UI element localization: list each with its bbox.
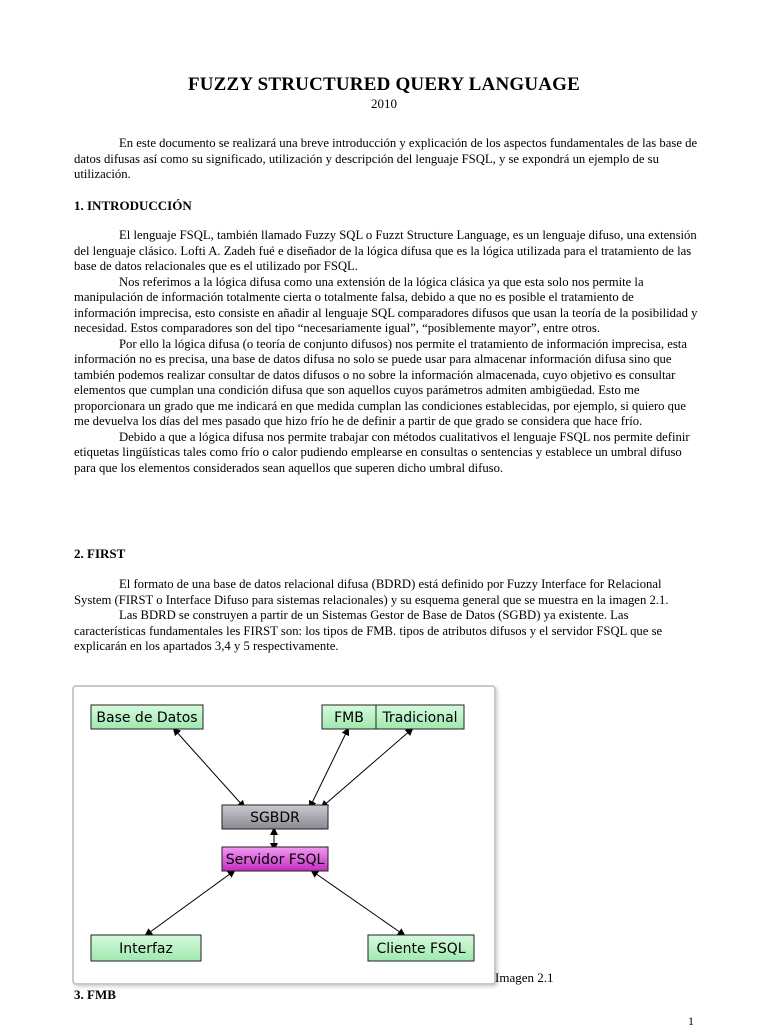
- edge-tradicional-sgbdr: [322, 729, 412, 807]
- node-interfaz-label: Interfaz: [119, 941, 173, 957]
- intro-text: En este documento se realizará una breve introducción y explicación de los aspectos fundamentales de las base de datos difusas así como su significado, utilización y descripción del lenguaje FSQL, y se expondrá un ejemplo de su utilización.: [74, 136, 698, 181]
- paragraph: El lenguaje FSQL, también llamado Fuzzy SQL o Fuzzt Structure Language, es un lenguaje difuso, una extensión del lenguaje clásico. Lofti A. Zadeh fué e diseñador de la lógica difusa que es la lógica utilizada para el tratamiento de las base de datos relacionales que es el utilizado por FSQL.: [74, 228, 697, 273]
- node-base-datos: [91, 705, 203, 729]
- node-sgbdr-label: SGBDR: [250, 810, 300, 826]
- node-servidor-fsql-label: Servidor FSQL: [225, 852, 325, 868]
- node-fmb-label: FMB: [334, 710, 364, 726]
- node-fmb: [322, 705, 376, 729]
- section-first-body: [74, 577, 698, 655]
- edge-servidor-interfaz: [146, 871, 234, 935]
- paragraph: Por ello la lógica difusa (o teoría de conjunto difusos) nos permite el tratamiento de información imprecisa, esta información no es precisa, una base de datos difusa no solo se puede usar para almacenar información difusa sino que también podemos realizar consultar de datos difusos o no sobre la información almacenada, cuyo objetivo es consultar elementos que cumplan una condición difusa que son aquellos cuyos parámetros admiten ambigüedad. Esto me proporcionara un grado que me indicará en que medida cumplan las condiciones establecidas, por ejemplo, si quiero que me devuelva los días del mes pasado que hizo frío he de definir a partir de que grado se considera que hace frío.: [74, 336, 687, 428]
- first-architecture-diagram: [72, 685, 496, 985]
- node-tradicional-label: Tradicional: [382, 710, 458, 726]
- section-introduccion-body: [74, 228, 698, 476]
- edge-servidor-cliente: [312, 871, 404, 935]
- node-cliente-fsql-label: Cliente FSQL: [376, 941, 466, 957]
- node-cliente-fsql: [368, 935, 474, 961]
- diagram-svg: [74, 687, 494, 983]
- node-interfaz: [91, 935, 201, 961]
- node-servidor-fsql: [222, 847, 328, 871]
- node-base-datos-label: Base de Datos: [96, 710, 198, 726]
- section-heading-introduccion: 1. INTRODUCCIÓN: [74, 198, 192, 213]
- node-tradicional: [376, 705, 464, 729]
- edge-basedatos-sgbdr: [174, 729, 244, 807]
- paragraph: Las BDRD se construyen a partir de un Sistemas Gestor de Base de Datos (SGBD) ya existente. Las características fundamentales les FIRST son: los tipos de FMB. tipos de atributos difusos y el servidor FSQL que se explicarán en los apartados 3,4 y 5 respectivamente.: [74, 608, 663, 653]
- document-year: 2010: [371, 96, 397, 111]
- paragraph: Nos referimos a la lógica difusa como una extensión de la lógica clásica ya que esta solo nos permite la manipulación de información totalmente cierta o totalmente falsa, debido a que no es posible el tratamiento de información imprecisa, esto consiste en añadir al lenguaje SQL comparadores difusos que usan la teoría de la posibilidad y necesidad. Estos comparadores son del tipo “necesariamente igual”, “posiblemente mayor”, entre otros.: [74, 274, 698, 335]
- figure-caption: Imagen 2.1: [495, 970, 554, 985]
- document-title: FUZZY STRUCTURED QUERY LANGUAGE: [187, 74, 581, 95]
- edge-fmb-sgbdr: [310, 729, 348, 807]
- paragraph: Debido a que a lógica difusa nos permite trabajar con métodos cualitativos el lenguaje FSQL nos permite definir etiquetas lingüísticas tales como frío o calor pudiendo emplearse en consultas o sentencias y establece un umbral difuso para que los elementos considerados sean aquellos que superen dicho umbral difuso.: [74, 429, 690, 475]
- page-number: 1: [688, 1014, 694, 1028]
- intro-paragraph: [74, 136, 698, 183]
- section-heading-first: 2. FIRST: [74, 546, 126, 561]
- paragraph: El formato de una base de datos relacional difusa (BDRD) está definido por Fuzzy Interface for Relacional System (FIRST o Interface Difuso para sistemas relacionales) y su esquema general que se muestra en la imagen 2.1.: [74, 577, 669, 607]
- node-sgbdr: [222, 805, 328, 829]
- section-heading-fmb: 3. FMB: [74, 987, 116, 1002]
